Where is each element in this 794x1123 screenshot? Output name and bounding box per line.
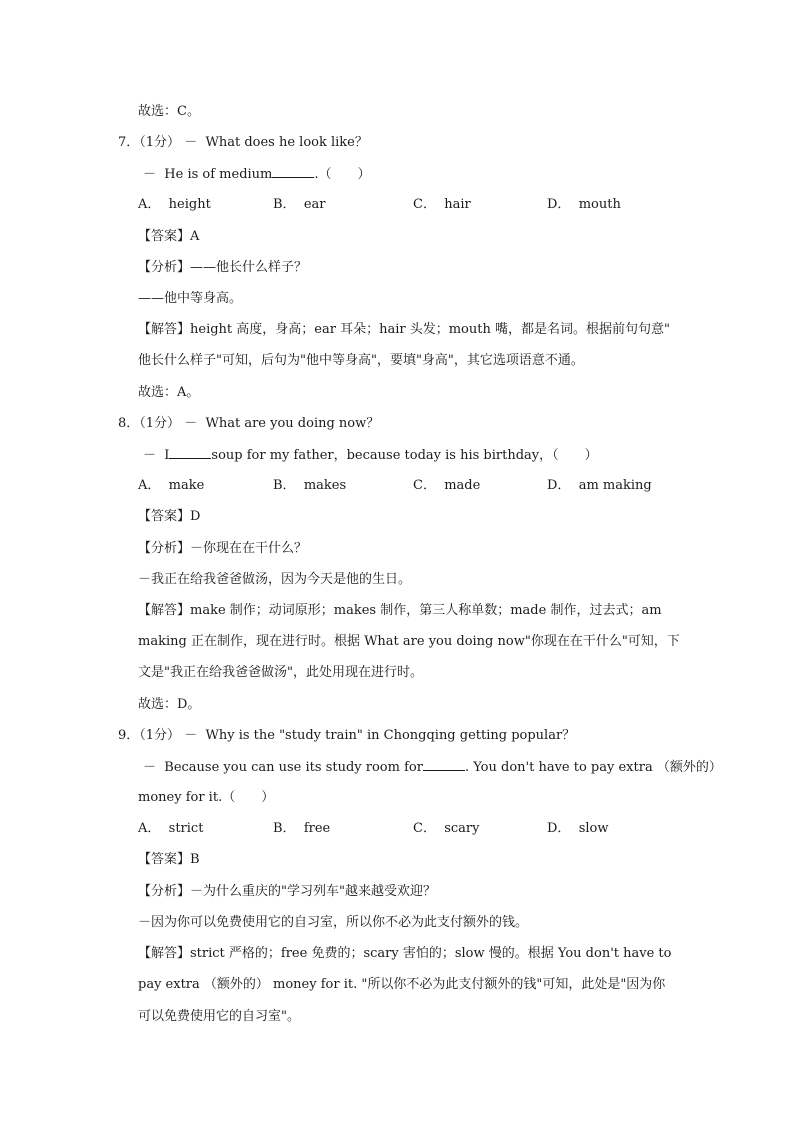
q7-option-b — [273, 196, 326, 214]
q9-stem-text: Because you can use its study room for — [164, 760, 423, 775]
q9-option-d — [547, 820, 609, 838]
q9-option-b — [273, 820, 330, 838]
option-text: height — [168, 197, 211, 212]
option-label: B． — [273, 197, 296, 212]
q8-question: What are you doing now？ — [205, 416, 380, 431]
q9-explanation: 【解答】strict 严格的；free 免费的；scary 害怕的；slow 慢的。根据 You don't have to — [138, 946, 672, 961]
q8-explanation: 【解答】make 制作；动词原形；makes 制作，第三人称单数；made 制作，过去式；am — [138, 603, 662, 618]
q9-explanation-3: 可以免费使用它的自习室"。 — [138, 1009, 300, 1024]
q9-question: Why is the "study train" in Chongqing getting popular？ — [205, 728, 576, 743]
option-label: A． — [138, 478, 161, 493]
q9-stem-line — [143, 758, 722, 777]
option-text: free — [303, 821, 331, 836]
q9-number: 9． — [118, 728, 140, 743]
option-text: hair — [444, 197, 471, 212]
q8-select: 故选：D。 — [138, 697, 201, 712]
option-text: made — [444, 478, 481, 493]
q8-stem-tail: soup for my father，because today is his birthday，（ ） — [211, 448, 598, 463]
q7-select: 故选：A。 — [138, 385, 200, 400]
q8-blank — [169, 446, 211, 459]
q8-option-a — [138, 477, 204, 495]
q7-analysis-2: ——他中等身高。 — [138, 291, 243, 306]
option-label: B． — [273, 478, 296, 493]
q7-stem-tail: .（ ） — [314, 167, 371, 182]
q8-option-d — [547, 477, 652, 495]
q7-blank — [272, 165, 314, 178]
q9-option-c — [413, 820, 479, 838]
q6-select: 故选：C。 — [138, 104, 200, 119]
q7-explanation-2: 他长什么样子"可知，后句为"他中等身高"，要填"身高"，其它选项语意不通。 — [138, 353, 584, 368]
option-text: ear — [303, 197, 326, 212]
option-text: makes — [303, 478, 347, 493]
q8-explanation-2: making 正在制作，现在进行时。根据 What are you doing now"你现在在干什么"可知，下 — [138, 634, 680, 649]
q8-dash: － — [184, 416, 198, 431]
q9-answer: 【答案】B — [138, 852, 200, 867]
option-label: B． — [273, 821, 296, 836]
q9-question-line — [118, 727, 575, 745]
q9-score: （1分） — [139, 728, 181, 743]
q8-analysis: 【分析】－你现在在干什么？ — [138, 541, 308, 556]
option-text: am making — [578, 478, 652, 493]
q7-option-a — [138, 196, 211, 214]
q7-score: （1分） — [139, 135, 181, 150]
q9-dash: － — [184, 728, 198, 743]
q9-option-a — [138, 820, 203, 838]
q7-explanation: 【解答】height 高度，身高；ear 耳朵；hair 头发；mouth 嘴，都是名词。根据前句句意" — [138, 322, 670, 337]
q8-number: 8． — [118, 416, 140, 431]
q7-question-line — [118, 134, 368, 152]
option-text: scary — [444, 821, 480, 836]
q8-option-b — [273, 477, 346, 495]
option-label: D． — [547, 197, 571, 212]
q9-explanation-2: pay extra （额外的） money for it. "所以你不必为此支付额外的钱"可知，此处是"因为你 — [138, 977, 666, 992]
q9-stem-tail: . You don't have to pay extra （额外的） — [464, 760, 722, 775]
q9-blank — [423, 758, 465, 771]
option-label: A． — [138, 821, 161, 836]
q8-stem-dash: － — [143, 448, 157, 463]
q9-stem-line-2: money for it.（ ） — [138, 790, 275, 805]
option-text: make — [168, 478, 205, 493]
q7-option-d — [547, 196, 621, 214]
q7-number: 7． — [118, 135, 140, 150]
q8-option-c — [413, 477, 480, 495]
option-label: C． — [413, 197, 436, 212]
q7-stem-text: He is of medium — [164, 167, 273, 182]
q8-score: （1分） — [139, 416, 181, 431]
option-label: C． — [413, 478, 436, 493]
option-label: D． — [547, 478, 571, 493]
q8-stem-line — [143, 446, 598, 465]
q7-answer: 【答案】A — [138, 229, 200, 244]
q8-stem-text: I — [164, 448, 170, 463]
q9-stem-dash: － — [143, 760, 157, 775]
q7-question: What does he look like？ — [205, 135, 368, 150]
option-text: strict — [168, 821, 204, 836]
q7-analysis: 【分析】——他长什么样子？ — [138, 260, 308, 275]
q7-stem-dash: － — [143, 167, 157, 182]
option-label: A． — [138, 197, 161, 212]
option-text: mouth — [578, 197, 621, 212]
option-label: C． — [413, 821, 436, 836]
q9-analysis: 【分析】－为什么重庆的"学习列车"越来越受欢迎？ — [138, 884, 436, 899]
q7-dash: － — [184, 135, 198, 150]
q7-option-c — [413, 196, 471, 214]
q7-stem-line — [143, 165, 371, 184]
option-label: D． — [547, 821, 571, 836]
q8-analysis-2: －我正在给我爸爸做汤，因为今天是他的生日。 — [138, 572, 412, 587]
q9-analysis-2: －因为你可以免费使用它的自习室，所以你不必为此支付额外的钱。 — [138, 915, 529, 930]
q8-explanation-3: 文是"我正在给我爸爸做汤"，此处用现在进行时。 — [138, 665, 423, 680]
q8-answer: 【答案】D — [138, 509, 201, 524]
option-text: slow — [578, 821, 609, 836]
q8-question-line — [118, 415, 379, 433]
